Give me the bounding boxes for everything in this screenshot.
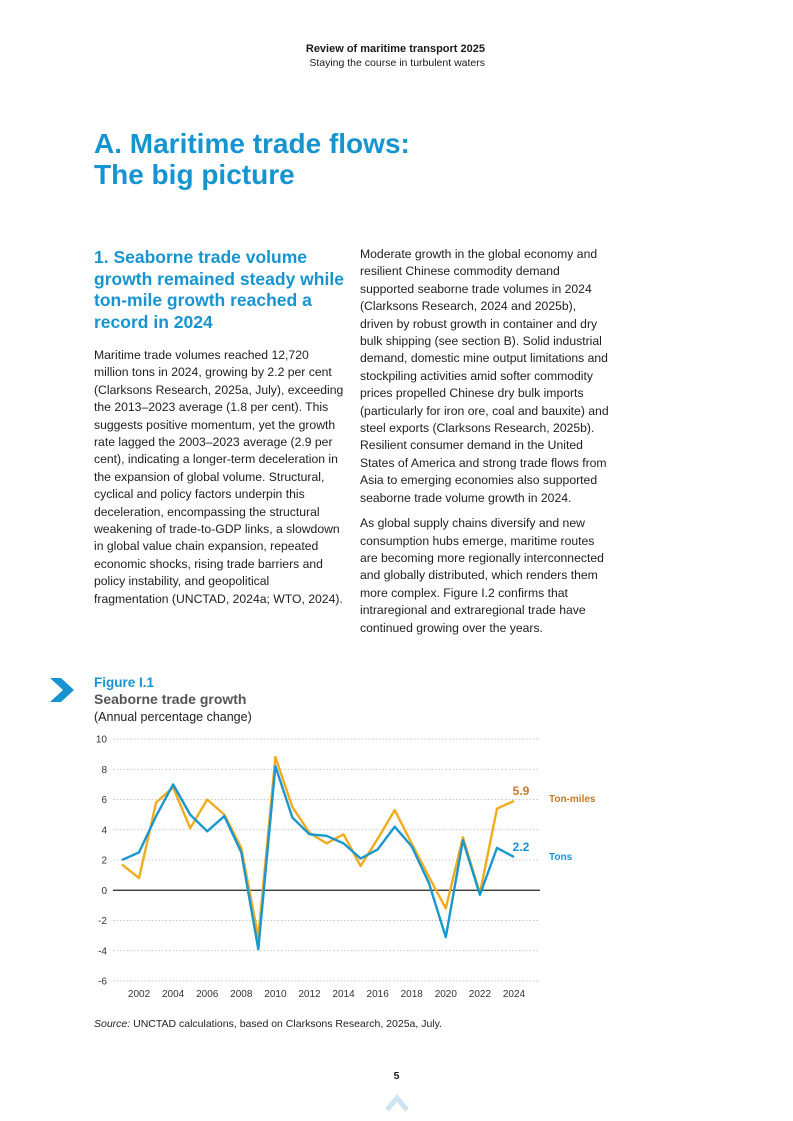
x-tick-label: 2012 bbox=[298, 989, 321, 1000]
x-tick-label: 2024 bbox=[502, 989, 526, 1000]
series-line-ton-miles bbox=[122, 757, 514, 937]
page-number: 5 bbox=[393, 1070, 400, 1082]
figure-label: Figure I.1 bbox=[94, 675, 155, 690]
source-text: UNCTAD calculations, based on Clarksons Research, 2025a, July. bbox=[130, 1018, 443, 1030]
y-tick-label: -6 bbox=[98, 976, 107, 988]
figure-subtitle: (Annual percentage change) bbox=[94, 710, 252, 724]
series-end-value-label: 5.9 bbox=[512, 784, 530, 799]
x-tick-label: 2010 bbox=[264, 989, 287, 1000]
scroll-up-chevron-icon[interactable] bbox=[384, 1090, 410, 1121]
left-paragraph-1: Maritime trade volumes reached 12,720 million tons in 2024, growing by 2.2 per cent (Clarksons Research, 2025a, July), exceeding the 2013–2023 average (1.8 per cent). This suggests positive momentum, yet the growth rate lagged the 2003–2023 average (2.9 per cent), indicating a longer-term deceleration in the expansion of global volume. Structural, cyclical and policy factors underpin this deceleration, encompassing the structural weakening of trade-to-GDP links, a slowdown in global value chain expansion, repeated economic shocks, rising trade barriers and policy instability, and geopolitical fragmentation (UNCTAD, 2024a; WTO, 2024). bbox=[94, 348, 344, 606]
x-tick-label: 2008 bbox=[230, 989, 253, 1000]
x-tick-label: 2014 bbox=[332, 989, 355, 1000]
x-tick-label: 2006 bbox=[196, 989, 219, 1000]
x-tick-label: 2022 bbox=[468, 989, 492, 1000]
figure-title: Seaborne trade growth bbox=[94, 691, 247, 707]
x-tick-label: 2004 bbox=[162, 989, 185, 1000]
y-tick-label: 0 bbox=[101, 885, 107, 897]
y-tick-label: 2 bbox=[101, 855, 107, 867]
figure-source bbox=[94, 1018, 442, 1030]
subsection-title: 1. Seaborne trade volume growth remained steady while ton-mile growth reached a record in 2024 bbox=[94, 247, 344, 332]
report-subtitle: Staying the course in turbulent waters bbox=[309, 57, 485, 69]
y-tick-label: 10 bbox=[95, 734, 107, 746]
right-paragraph-2: As global supply chains diversify and new consumption hubs emerge, maritime routes are becoming more regionally interconnected and globally distributed, which renders them more complex. Figure I.2 confirms that intraregional and extraregional trade have continued growing over the years. bbox=[360, 516, 604, 635]
legend-label: Tons bbox=[549, 852, 573, 863]
report-title: Review of maritime transport 2025 bbox=[305, 43, 485, 55]
legend-label: Ton-miles bbox=[549, 794, 596, 805]
x-tick-label: 2016 bbox=[366, 989, 389, 1000]
x-tick-label: 2020 bbox=[434, 989, 457, 1000]
series-line-tons bbox=[122, 766, 514, 949]
section-title-line2: The big picture bbox=[94, 159, 295, 190]
y-tick-label: -4 bbox=[98, 946, 107, 958]
source-prefix: Source: bbox=[94, 1018, 131, 1030]
y-tick-label: 8 bbox=[101, 764, 107, 776]
x-tick-label: 2018 bbox=[400, 989, 423, 1000]
x-tick-label: 2002 bbox=[127, 989, 151, 1000]
y-tick-label: 4 bbox=[101, 825, 107, 837]
y-tick-label: -2 bbox=[98, 916, 107, 927]
section-title-line1: A. Maritime trade flows: bbox=[94, 128, 410, 159]
right-paragraph-1: Moderate growth in the global economy and resilient Chinese commodity demand supported seaborne trade volumes in 2024 (Clarksons Research, 2024 and 2025b), driven by robust growth in container and dry bulk shipping (see section B). Solid industrial demand, domestic mine output limitations and stockpiling activities amid softer commodity prices propelled Chinese dry bulk imports (particularly for iron ore, coal and bauxite) and steel exports (Clarksons Research, 2025b). Resilient consumer demand in the United States of America and strong trade flows from Asia to emerging economies also supported seaborne trade volume growth in 2024. bbox=[360, 247, 609, 505]
series-end-value-label: 2.2 bbox=[512, 839, 530, 854]
y-tick-label: 6 bbox=[101, 795, 107, 806]
